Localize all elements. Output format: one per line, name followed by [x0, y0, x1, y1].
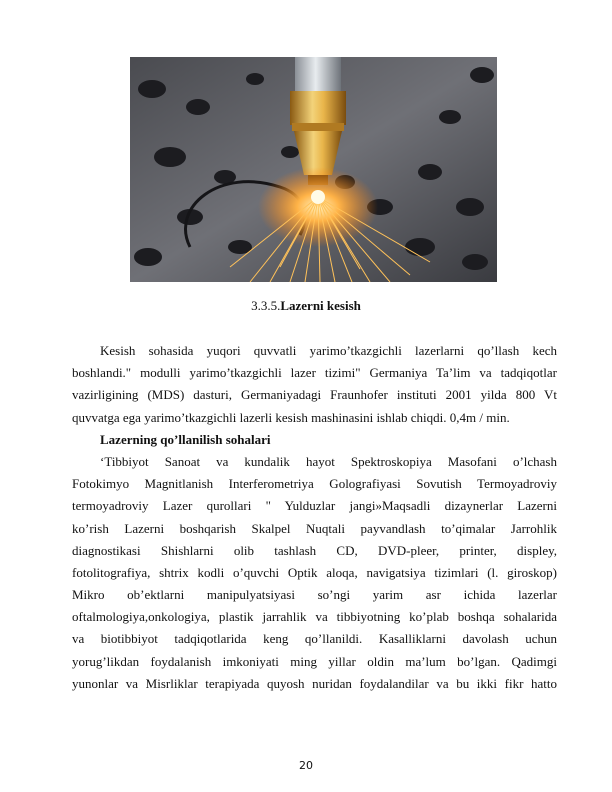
figure-caption [0, 298, 612, 314]
section-heading: Lazerning qo’llanilish sohalari [100, 431, 271, 447]
paragraph-line: va biotibbiyot tadqiqotlarida keng qo’llanildi. Kasalliklarni davolash uchun [72, 631, 557, 647]
paragraph-line: diagnostikasi Shishlarni olib tashlash CD, DVD-pleer, printer, displey, [72, 542, 557, 558]
paragraph-line: Fotokimyo Magnitlanish Interferometriya Golografiyasi Sovutish Termoyadroviy [72, 476, 557, 492]
page-number: 20 [299, 759, 313, 772]
paragraph-line: quvvatga ega yarimo’tkazgichli lazerli kesish mashinasini ishlab chiqdi. 0,4m / min. [72, 409, 510, 425]
paragraph-line: boshlandi." modulli yarimo’tkazgichli lazer tizimi" Germaniya Ta’lim va tadqiqotlar [72, 365, 557, 381]
paragraph-line: ‘Tibbiyot Sanoat va kundalik hayot Spektroskopiya Masofani o’lchash [100, 453, 557, 469]
laser-cutting-photo [130, 57, 497, 282]
paragraph-line: vazirligining (MDS) dasturi, Germaniyadagi Fraunhofer instituti 2001 yilda 800 Vt [72, 387, 557, 403]
figure-number: 3.3.5. [251, 298, 281, 313]
paragraph-line: ko’rish Lazerni boshqarish Skalpel Nuqtali payvandlash to’qimalar Jarrohlik [72, 520, 557, 536]
paragraph-line: yorug’likdan foydalanish imkoniyati ming yillar oldin ma’lum bo’lgan. Qadimgi [72, 653, 557, 669]
paragraph-line: Kesish sohasida yuqori quvvatli yarimo’tkazgichli lazerlarni qo’llash kech [100, 343, 557, 358]
figure-title: Lazerni kesish [280, 298, 361, 313]
paragraph-line: yunonlar va Misrliklar terapiyada quyosh nuridan foydalandilar va bu ikki fikr hatto [72, 675, 557, 691]
paragraph-line: oftalmologiya,onkologiya, plastik jarrahlik va tibbiyotning ko’plab boshqa sohalarida [72, 609, 557, 625]
paragraph-line: termoyadroviy Lazer qurollari " Yulduzlar jangi»Maqsadli dizaynerlar Lazerni [72, 498, 557, 514]
paragraph-line: fotolitografiya, shtrix kodli o’quvchi Optik aloqa, navigatsiya tizimlari (l. giroskop) [72, 564, 557, 580]
paragraph-line: Mikro ob’ektlarni manipulyatsiyasi so’ngi yarim asr ichida lazerlar [72, 587, 557, 603]
document-body [72, 340, 557, 695]
